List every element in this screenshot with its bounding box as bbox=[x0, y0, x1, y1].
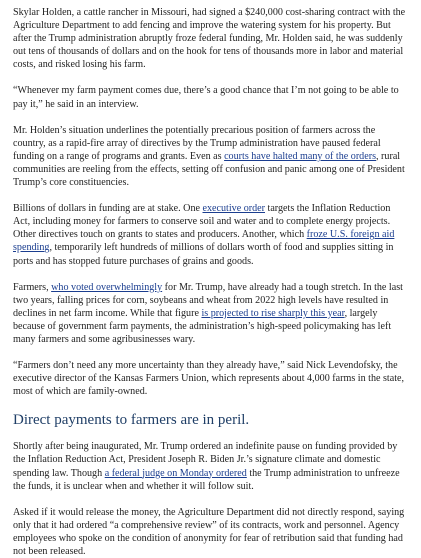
paragraph-1: Skylar Holden, a cattle rancher in Missouri, had signed a $240,000 cost-sharing contract with the Agriculture Department to add fencing and improve the watering system for his property. But after the Trump administration abruptly froze federal funding, Mr. Holden said, he was suddenly out tens of thousands of dollars and on the hook for tens of thousands more in labor and material costs, and risked losing his farm. bbox=[13, 7, 406, 71]
paragraph-7-text-b: the Trump administration to unfreeze the funds, it is unclear when and whether it will follow suit. bbox=[13, 467, 400, 492]
federal-judge-link[interactable]: a federal judge on Monday ordered bbox=[104, 467, 247, 479]
paragraph-6: “Farmers don’t need any more uncertainty than they already have,” said Nick Levendofsky, the executive director of the Kansas Farmers Union, which represents about 4,000 farms in the state, most of which are family-owned. bbox=[13, 360, 405, 398]
paragraph-3-text-a: Mr. Holden’s situation underlines the potentially precarious position of farmers across the country, as a rapid-fire array of directives by the Trump administration have paused federal funding on a range of programs and grants. Even as bbox=[13, 124, 381, 162]
paragraph-5 bbox=[13, 281, 409, 346]
paragraph-5-text-a: Farmers, bbox=[13, 281, 52, 293]
paragraph-4-text-a: Billions of dollars in funding are at stake. One bbox=[13, 203, 203, 215]
paragraph-3 bbox=[13, 124, 409, 189]
projected-to-rise-link[interactable]: is projected to rise sharply this year bbox=[201, 307, 345, 319]
section-heading: Direct payments to farmers are in peril. bbox=[13, 412, 250, 429]
paragraph-7 bbox=[13, 440, 409, 492]
foreign-aid-link[interactable]: froze U.S. foreign aid spending bbox=[13, 229, 395, 254]
voted-overwhelmingly-link[interactable]: who voted overwhelmingly bbox=[51, 281, 163, 293]
paragraph-8: Asked if it would release the money, the Agriculture Department did not directly respond, saying only that it had ordered “a comprehensive review” of its contracts, work and personnel. Agency employees who spoke on the condition of anonymity for fear of retribution said that funding had not been released. bbox=[13, 506, 405, 557]
paragraph-5-text-b: for Mr. Trump, have already had a tough stretch. In the last two years, falling prices for corn, soybeans and wheat from 2022 high levels have resulted in declines in net farm income. While that figure bbox=[13, 281, 403, 319]
paragraph-3-text-b: , rural communities are reeling from the effects, setting off confusion and panic among one of President Trump’s core constituencies. bbox=[13, 150, 405, 189]
executive-order-link[interactable]: executive order bbox=[202, 203, 265, 215]
paragraph-7-text-a: Shortly after being inaugurated, Mr. Trump ordered an indefinite pause on funding provided by the Inflation Reduction Act, President Joseph R. Biden Jr.’s signature climate and domestic spending law. Though bbox=[13, 441, 398, 479]
paragraph-4 bbox=[13, 202, 409, 267]
paragraph-5-text-c: , largely because of government farm payments, the administration’s high-speed policymaking has left many farmers and some agribusinesses wary. bbox=[13, 307, 392, 345]
paragraph-4-text-c: , temporarily left hundreds of millions of dollars worth of food and supplies sitting in ports and has stopped future purchases of grains and goods. bbox=[13, 242, 394, 267]
paragraph-4-text-b: targets the Inflation Reduction Act, including money for farmers to conserve soil and water and to complete energy projects. Other directives touch on grants to states and producers. Another, which bbox=[13, 203, 391, 241]
courts-halted-orders-link[interactable]: courts have halted many of the orders bbox=[224, 150, 376, 162]
paragraph-2: “Whenever my farm payment comes due, there’s a good chance that I’m not going to be able to pay it,” he said in an interview. bbox=[13, 85, 399, 110]
